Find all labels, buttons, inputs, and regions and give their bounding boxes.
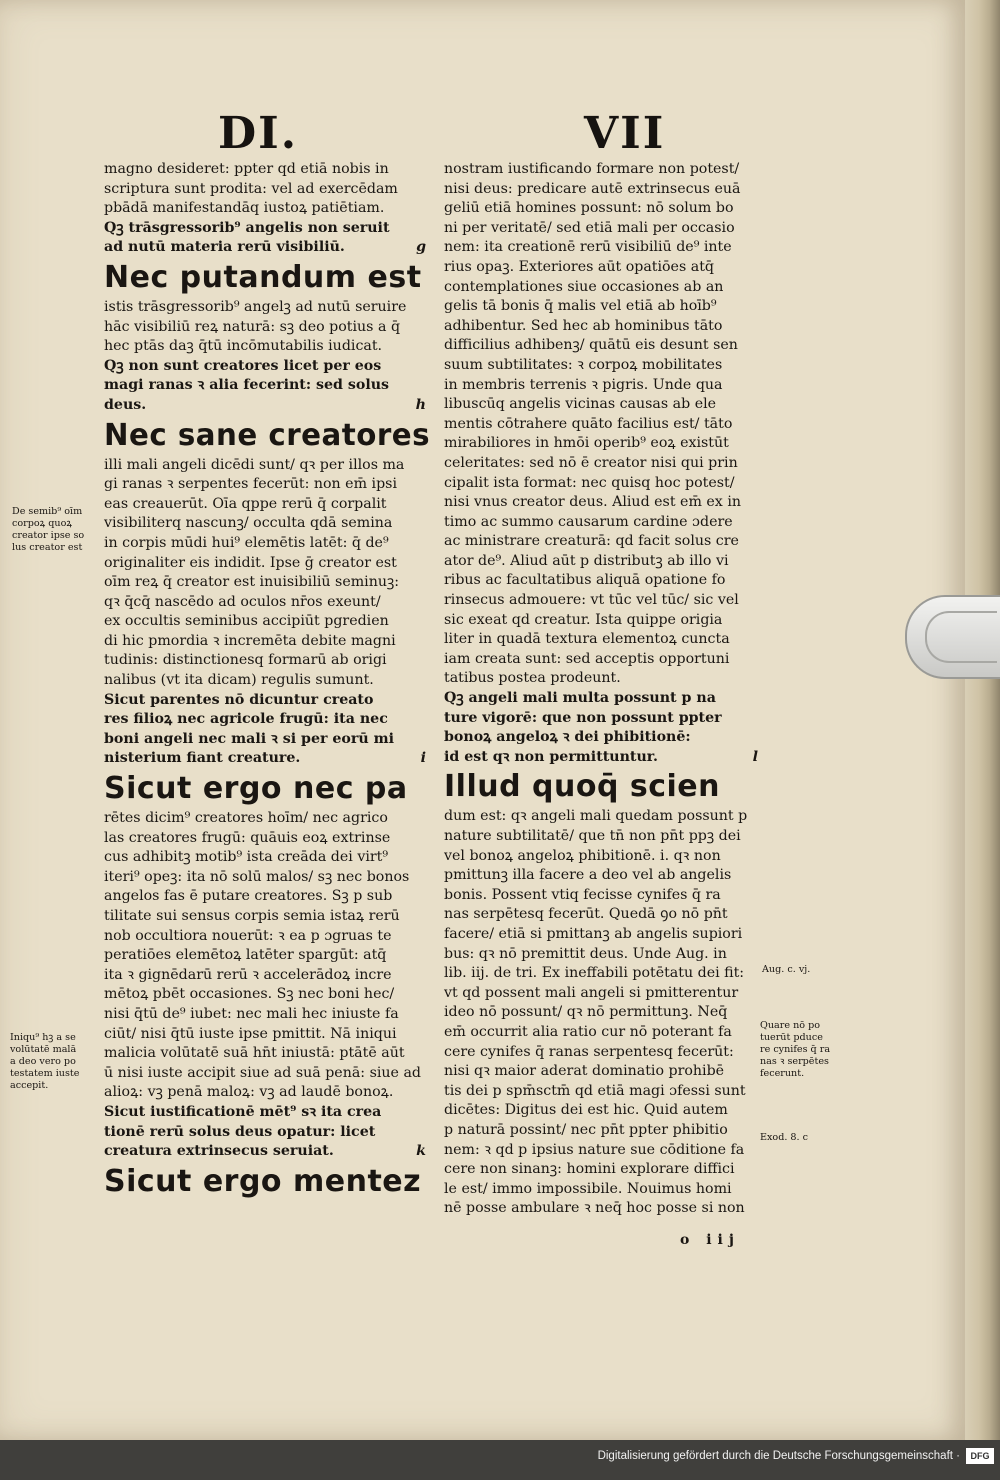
text-line: dicētes: Digitus dei est hic. Quid autem [444,1102,728,1119]
text-line: libuscūq angelis vicinas causas ab ele [444,396,717,413]
text-line: vel bonoꝝ angeloꝝ phibitionē. i. qꝛ non [444,847,721,864]
section-incipit: Nec putandum est [104,259,422,295]
text-line: ita ꝛ gignēdarū rerū ꝛ accelerādoꝝ incre [104,966,392,983]
text-line: nisi q̄tū de⁹ iubet: nec mali hec iniuste fa [104,1005,399,1022]
page-clip-loop [925,611,997,663]
text-line: istis trāsgressorib⁹ angelꝫ ad nutū seruire [104,298,407,315]
text-line: in corpis mūdi hui⁹ elemētis latēt: q̄ de⁹ [104,534,389,551]
text-line: geliū etiā homines possunt: nō solum bo [444,200,734,217]
text-line: contemplationes siue occasiones ab an [444,278,724,295]
margin-note-left: De semib⁹ oīm corpoꝝ quoꝝ creator ipse so lus creator est [12,506,85,553]
text-line: eas creauerūt. Oīa qppe rerū q̄ corpalit [104,495,387,512]
rubric [104,219,430,258]
section-letter: g [416,239,426,256]
rubric-line: Sicut iustificationē mēt⁹ sꝛ ita crea [104,1103,382,1120]
section-incipit: Sicut ergo mentez [104,1163,422,1199]
text-line: le est/ immo impossibile. Nouimus homi [444,1180,732,1197]
text-line: ex occultis seminibus accipiūt pgredien [104,613,389,630]
text-line: nob occultiora nouerūt: ꝛ ea p ɔgruas te [104,927,392,944]
section-letter: k [416,1143,426,1160]
text-line: nisi vnus creator deus. Aliud est em̄ ex in [444,494,741,511]
rubric [104,1103,430,1162]
text-line: in membris terrenis ꝛ pigris. Unde qua [444,376,723,393]
rubric-line: Qꝫ non sunt creatores licet per eos [104,357,382,374]
text-line: hāc visibiliū reꝝ naturā: sꝫ deo potius a q̄ [104,318,401,335]
rubric-line: nisterium fiant creature. i [104,749,430,769]
text-line: mirabiliores in hmōi operib⁹ eoꝝ existūt [444,435,729,452]
section-incipit: Nec sane creatores [104,417,431,453]
text-line: suum subtilitates: ꝛ corpoꝝ mobilitates [444,356,723,373]
rubric-line: creatura extrinsecus seruiat. k [104,1142,430,1162]
text-line: ac ministrare creaturā: qd facit solus cre [444,533,739,550]
text-line: difficilius adhibenꝫ/ quātū eis desunt sen [444,337,738,354]
right-text-column [444,160,762,1219]
text-line: nem: ita creationē rerū visibiliū de⁹ inte [444,239,732,256]
running-header-left: DI. [218,108,299,159]
text-line: bus: qꝛ nō premittit deus. Unde Aug. in [444,945,727,962]
text-line: nas serpētesq fecerūt. Quedā ꝯo nō pn̄t [444,906,728,923]
text-line: iteri⁹ opeꝫ: ita nō solū malos/ sꝫ nec bonos [104,868,410,885]
text-line: em̄ occurrit alia ratio cur nō poterant fa [444,1023,732,1040]
text-line: alioꝝ: vꝫ penā maloꝝ: vꝫ ad laudē bonoꝝ. [104,1084,394,1101]
text-line: celeritates: sed nō ē creator nisi qui prin [444,454,738,471]
text-line: nostram iustificando formare non potest/ [444,161,740,177]
rubric [444,689,762,767]
paragraph [104,298,430,357]
text-line: rius opaꝫ. Exteriores aūt opatiōes atq̄ [444,258,714,275]
text-line: ator de⁹. Aliud aūt p distributꝫ ab illo vi [444,552,729,569]
text-line: rētes dicim⁹ creatores hoīm/ nec agrico [104,810,388,827]
rubric-line: Sicut parentes nō dicuntur creato [104,691,374,708]
rubric [104,357,430,416]
text-line: dum est: qꝛ angeli mali quedam possunt p [444,808,748,825]
text-line: ribus ac facultatibus aliquā opatione fo [444,572,726,589]
text-line: ū nisi iuste accipit siue ad suā penā: siue ad [104,1064,421,1081]
rubric-line: Qꝫ angeli mali multa possunt p na [444,690,716,707]
text-line: ciūt/ nisi q̄tū iuste ipse pmittit. Nā iniqui [104,1025,397,1042]
text-line: cere non sinanꝫ: homini explorare diffici [444,1161,735,1178]
rubric-line: magi ranas ꝛ alia fecerint: sed solus [104,377,390,394]
book-page-edges [965,0,1000,1440]
text-line: timo ac summo causarum cardine ɔdere [444,513,733,530]
text-line: peratiōes elemētoꝝ latēter spargūt: atq̄ [104,947,387,964]
text-line: tis dei p spm̄sctm̄ qd etiā magi ɔfessi sunt [444,1082,746,1099]
rubric-line: bonoꝝ angeloꝝ ꝛ dei phibitionē: [444,729,691,746]
text-line: ideo nō possunt/ qꝛ nō permittunꝫ. Neq̄ [444,1004,728,1021]
text-line: mētoꝝ pbēt occasiones. Sꝫ nec boni hec/ [104,986,395,1003]
section-incipit: Illud quoq̄ scien [444,769,720,805]
text-line: nature subtilitatē/ que tn̄ non pn̄t ppꝫ dei [444,828,741,844]
rubric [104,691,430,769]
text-line: di hic pmordia ꝛ incremēta debite magni [104,632,396,649]
running-header-right: VII [584,108,666,159]
text-line: lib. iij. de tri. Ex ineffabili potētatu dei fit: [444,965,745,982]
text-line: visibiliterq nascunꝫ/ occulta qdā semina [104,515,393,532]
dfg-logo: DFG [966,1448,994,1464]
text-line: tilitate sui sensus corpis semia istaꝝ rerū [104,908,400,924]
text-line: facere/ etiā si pmittanꝫ ab angelis supiori [444,925,743,942]
text-line: qꝛ q̄cq̄ nascēdo ad oculos nr̄os exeunt/ [104,593,381,610]
text-line: pmittunꝫ illa facere a deo vel ab angelis [444,867,732,884]
rubric-line: id est qꝛ non permittuntur. l [444,748,762,768]
page-clip [905,595,1000,679]
text-line: malicia volūtatē suā hn̄t iniustā: ptātē aūt [104,1045,405,1062]
text-line: gelis tā bonis q̄ malis vel etiā ab hoīb⁹ [444,298,717,315]
text-line: p naturā possint/ nec pn̄t ppter phibitio [444,1121,728,1138]
rubric-line: deus. h [104,396,430,416]
text-line: nisi qꝛ maior aderat dominatio prohibē [444,1063,725,1080]
text-line: nisi deus: predicare autē extrinsecus euā [444,180,741,197]
rubric-line: ture vigorē: que non possunt ppter [444,709,722,726]
text-line: cus adhibitꝫ motib⁹ ista creāda dei virt⁹ [104,849,389,866]
text-line: mentis cōtrahere quāto facilius est/ tāto [444,415,733,432]
text-line: originaliter eis indidit. Ipse ḡ creator est [104,554,397,571]
paragraph [104,809,430,1103]
section-incipit: Sicut ergo nec pa [104,771,408,807]
section-letter: i [420,750,426,767]
rubric-line: res filioꝝ nec agricole frugū: ita nec [104,711,388,728]
text-line: las creatores frugū: quāuis eoꝝ extrinse [104,829,391,846]
paragraph [444,160,762,689]
text-line: liter in quadā textura elementoꝝ cuncta [444,631,730,648]
rubric-line: boni angeli nec mali ꝛ si per eorū mi [104,730,395,747]
paragraph [104,160,430,219]
paragraph [444,807,762,1218]
text-line: vt qd possent mali angeli si pmitterentur [444,984,739,1001]
footer-bar [0,1440,1000,1480]
margin-note-right: Exod. 8. c [760,1132,809,1143]
text-line: adhibentur. Sed hec ab hominibus tāto [444,317,723,334]
margin-note-right: Aug. c. vj. [762,964,811,975]
text-line: iam creata sunt: sed acceptis opportuni [444,650,730,667]
text-line: gi ranas ꝛ serpentes fecerūt: non em̄ ipsi [104,476,397,493]
text-line: nem: ꝛ qd p ipsius nature sue cōditione fa [444,1141,745,1158]
funding-credit: Digitalisierung gefördert durch die Deutsche Forschungsgemeinschaft · [597,1450,960,1462]
text-line: cere cynifes q̄ ranas serpentesq fecerūt: [444,1043,734,1060]
text-line: cipalit ista format: nec quisq hoc potest/ [444,474,735,491]
text-line: tudinis: distinctionesq formarū ab origi [104,652,387,669]
left-text-column [104,160,430,1202]
text-line: bonis. Possent vtiq fecisse cynifes q̄ ra [444,886,721,903]
text-line: illi mali angeli dicēdi sunt/ qꝛ per illos ma [104,456,405,473]
text-line: scriptura sunt prodita: vel ad exercēdam [104,180,398,197]
text-line: sic exeat qd creatur. Ista quippe origia [444,611,723,628]
text-line: tatibus postea prodeunt. [444,670,621,687]
section-letter: h [415,396,426,413]
rubric-line: ad nutū materia rerū visibiliū. g [104,238,430,258]
text-line: rinsecus admouere: vt tūc vel tūc/ sic vel [444,592,739,609]
signature-mark: o iij [680,1232,740,1248]
margin-note-left: Iniqu⁹ hꝫ a se volūtatē malā a deo vero po testatem iuste accepit. [10,1032,80,1091]
margin-note-right: Quare nō po tuerūt pduce re cynifes q̄ ra nas ꝛ serpētes fecerunt. [760,1020,831,1079]
text-line: nalibus (vt ita dicam) regulis sumunt. [104,672,374,689]
paragraph [104,456,430,691]
rubric-line: Qꝫ trāsgressorib⁹ angelis non seruit [104,219,390,236]
rubric-line: tionē rerū solus deus opatur: licet [104,1123,376,1140]
section-letter: l [752,748,758,765]
text-line: pbādā manifestandāq iustoꝝ patiētiam. [104,200,385,217]
text-line: nē posse ambulare ꝛ neq̄ hoc posse si non [444,1200,745,1217]
text-line: magno desideret: ppter qd etiā nobis in [104,161,389,177]
text-line: hec ptās daꝫ q̄tū incōmutabilis iudicat. [104,338,383,355]
text-line: angelos fas ē putare creatores. Sꝫ p sub [104,888,393,905]
text-line: ni per veritatē/ sed etiā mali per occasio [444,219,735,236]
text-line: oīm reꝝ q̄ creator est inuisibiliū seminuꝫ: [104,574,400,591]
